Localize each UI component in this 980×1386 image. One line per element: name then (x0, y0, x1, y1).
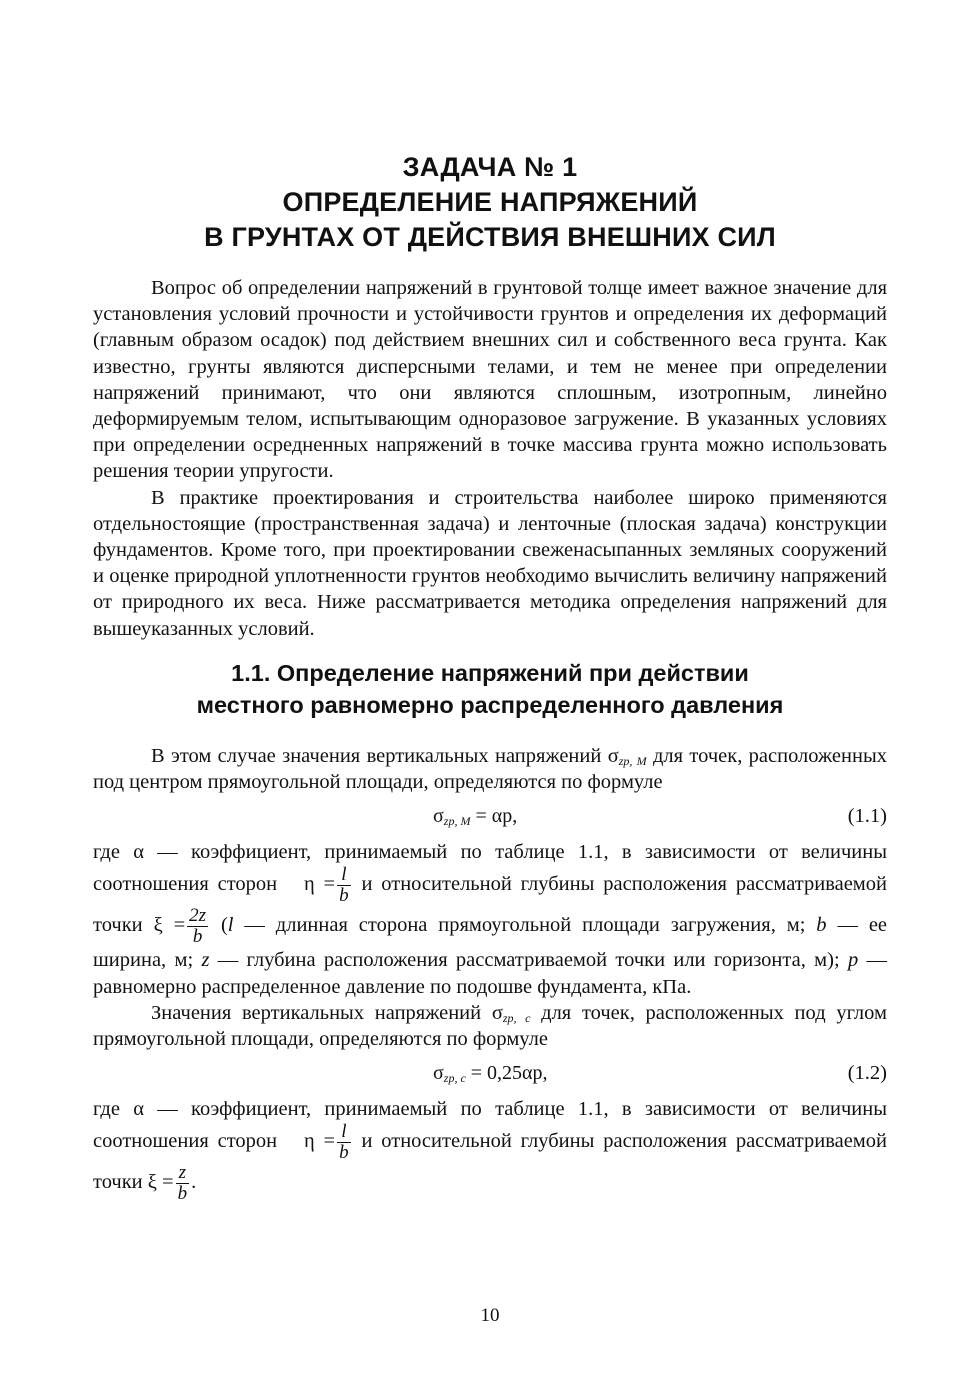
fraction-l-over-b-2: $\frac{l}{b}$ (339, 1121, 349, 1164)
page-content (93, 150, 887, 1204)
fraction-z-over-b: $\frac{z}{b}$ (177, 1162, 188, 1205)
intro-paragraph-1: Вопрос об определении напряжений в грунтовой толще имеет важное значение для установления условий прочности и устойчивости грунтов и определения их деформаций (главным образом осадок) под действием внешних сил и собственного веса грунта. Как известно, грунты являются дисперсными телами, и тем не менее при определении напряжений принимают, что они являются сплошным, изотропным, линейно деформируемым телом, испытывающим одноразовое загружение. В указанных условиях при определении осредненных напряжений в точке массива грунта можно использовать решения теории упругости. (93, 277, 887, 483)
formula-1-1-number: (1.1) (847, 805, 887, 828)
paragraph-alpha-definition-1: где α — коэффициент, принимаемый по таблице 1.1, в зависимости от величины соотношения сторон η = $\frac{l}{b}$ и относительной глубины расположения рассматриваемой точки ξ = $\frac{2z}{b}$ (l — длинная сторона прямоугольной площади загружения, м; b — ее ширина, м; z — глубина расположения рассматриваемой точки или горизонта, м); p — равномерно распределенное давление по подошве фундамента, кПа. (93, 841, 888, 998)
title-line-1: ЗАДАЧА № 1 (402, 152, 578, 182)
title-line-2: ОПРЕДЕЛЕНИЕ НАПРЯЖЕНИЙ (282, 187, 698, 217)
intro-paragraph-2: В практике проектирования и строительства наиболее широко применяются отдельностоящие (пространственная задача) и ленточные (плоская задача) конструкции фундаментов. Кроме того, при проектировании свеженасыпанных земляных сооружений и оценке природной уплотненности грунтов необходимо вычислить величину напряжений от природного их веса. Ниже рассматривается методика определения напряжений для вышеуказанных условий. (93, 486, 887, 640)
paragraph-alpha-definition-2: где α — коэффициент, принимаемый по таблице 1.1, в зависимости от величины соотношения сторон η = $\frac{l}{b}$ и относительной глубины расположения рассматриваемой точки ξ = $\frac{z}{b}$ . (93, 1098, 887, 1205)
fraction-2z-over-b: $\frac{2z}{b}$ (189, 905, 207, 948)
fraction-l-over-b: $\frac{l}{b}$ (339, 864, 349, 907)
paragraph-corner-stress: Значения вертикальных напряжений $\sigma_{zp, c}$ для точек, расположенных под углом прямоугольной площади, определяются по формуле (93, 1001, 887, 1051)
section-heading-line-2: местного равномерно распределенного давления (196, 691, 784, 718)
formula-1-1 (93, 797, 887, 837)
formula-1-1-expression: $\sigma_{zp, M} = \alpha p$, (433, 805, 518, 829)
formula-1-2-expression: $\sigma_{zp, c} = 0,25\alpha p$, (433, 1062, 548, 1086)
page-number: 10 (480, 1305, 500, 1326)
formula-1-2-number: (1.2) (847, 1062, 887, 1085)
title-line-3: В ГРУНТАХ ОТ ДЕЙСТВИЯ ВНЕШНИХ СИЛ (204, 222, 776, 252)
formula-1-2 (93, 1054, 887, 1094)
paragraph-center-stress: В этом случае значения вертикальных напряжений $\sigma_{zp, M}$ для точек, расположенных под центром прямоугольной площади, определяются по формуле (93, 744, 887, 794)
section-heading (93, 657, 887, 721)
section-heading-line-1: 1.1. Определение напряжений при действии (231, 659, 749, 686)
page-title (93, 150, 887, 255)
